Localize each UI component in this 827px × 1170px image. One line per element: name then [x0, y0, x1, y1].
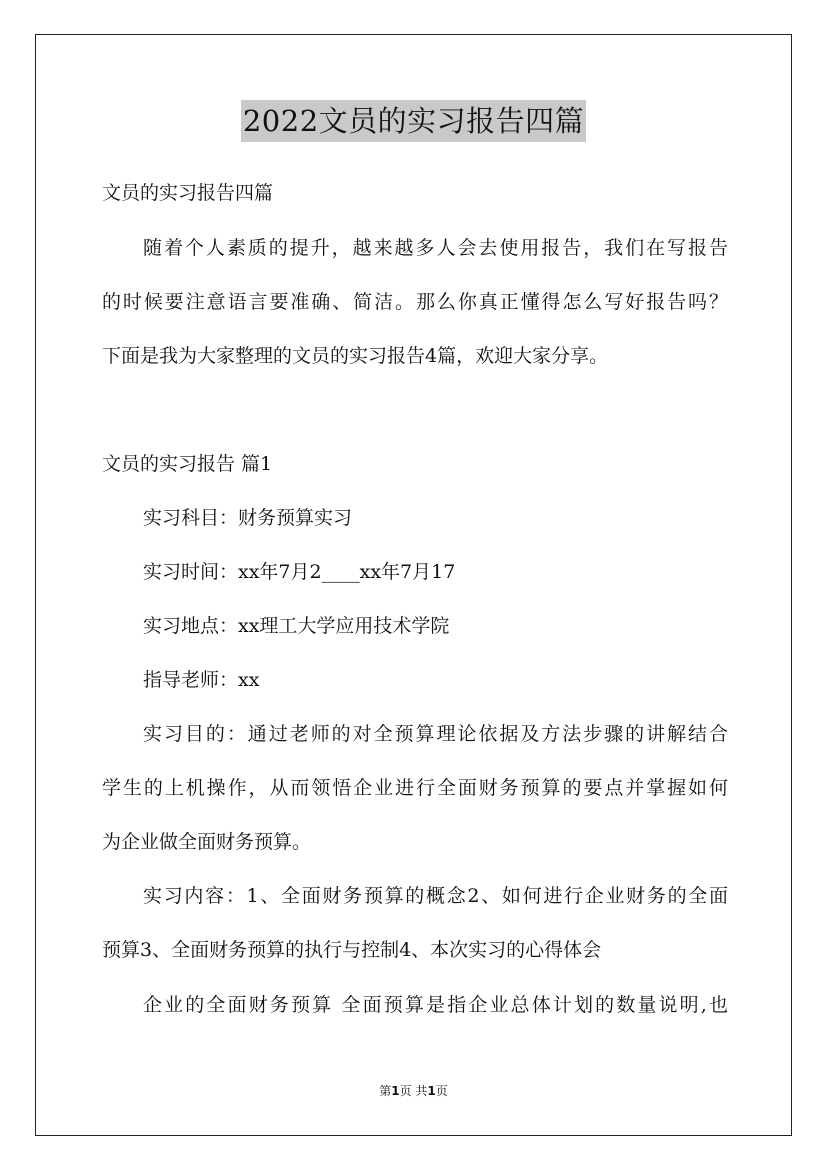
- purpose-line-2: 学生的上机操作，从而领悟企业进行全面财务预算的要点并掌握如何: [102, 777, 728, 799]
- content-line-1: 实习内容：1、全面财务预算的概念2、如何进行企业财务的全面: [143, 885, 728, 907]
- intro-line-3: 下面是我为大家整理的文员的实习报告4篇，欢迎大家分享。: [102, 345, 609, 367]
- footer-mid: 页 共: [399, 1084, 428, 1098]
- page-footer: [0, 1083, 827, 1099]
- field-subject: 实习科目：财务预算实习: [143, 507, 353, 529]
- footer-suffix: 页: [435, 1084, 448, 1098]
- footer-current-page: 1: [391, 1084, 400, 1098]
- field-teacher: 指导老师：xx: [143, 669, 260, 691]
- document-subtitle: 文员的实习报告四篇: [102, 182, 274, 204]
- intro-line-1: 随着个人素质的提升，越来越多人会去使用报告，我们在写报告: [143, 237, 728, 259]
- document-title: 2022文员的实习报告四篇: [241, 100, 586, 142]
- footer-total-pages: 1: [427, 1084, 436, 1098]
- purpose-line-1: 实习目的：通过老师的对全预算理论依据及方法步骤的讲解结合: [143, 723, 728, 745]
- last-paragraph-line: 企业的全面财务预算 全面预算是指企业总体计划的数量说明,也: [143, 994, 728, 1016]
- purpose-line-3: 为企业做全面财务预算。: [102, 831, 312, 853]
- intro-line-2: 的时候要注意语言要准确、简洁。那么你真正懂得怎么写好报告吗？: [102, 291, 728, 313]
- field-location: 实习地点：xx理工大学应用技术学院: [143, 615, 450, 637]
- content-line-2: 预算3、全面财务预算的执行与控制4、本次实习的心得体会: [102, 939, 602, 961]
- field-time: 实习时间：xx年7月2____xx年7月17: [143, 561, 456, 583]
- title-container: [0, 100, 827, 142]
- section-heading: 文员的实习报告 篇1: [102, 453, 273, 475]
- footer-prefix: 第: [379, 1084, 392, 1098]
